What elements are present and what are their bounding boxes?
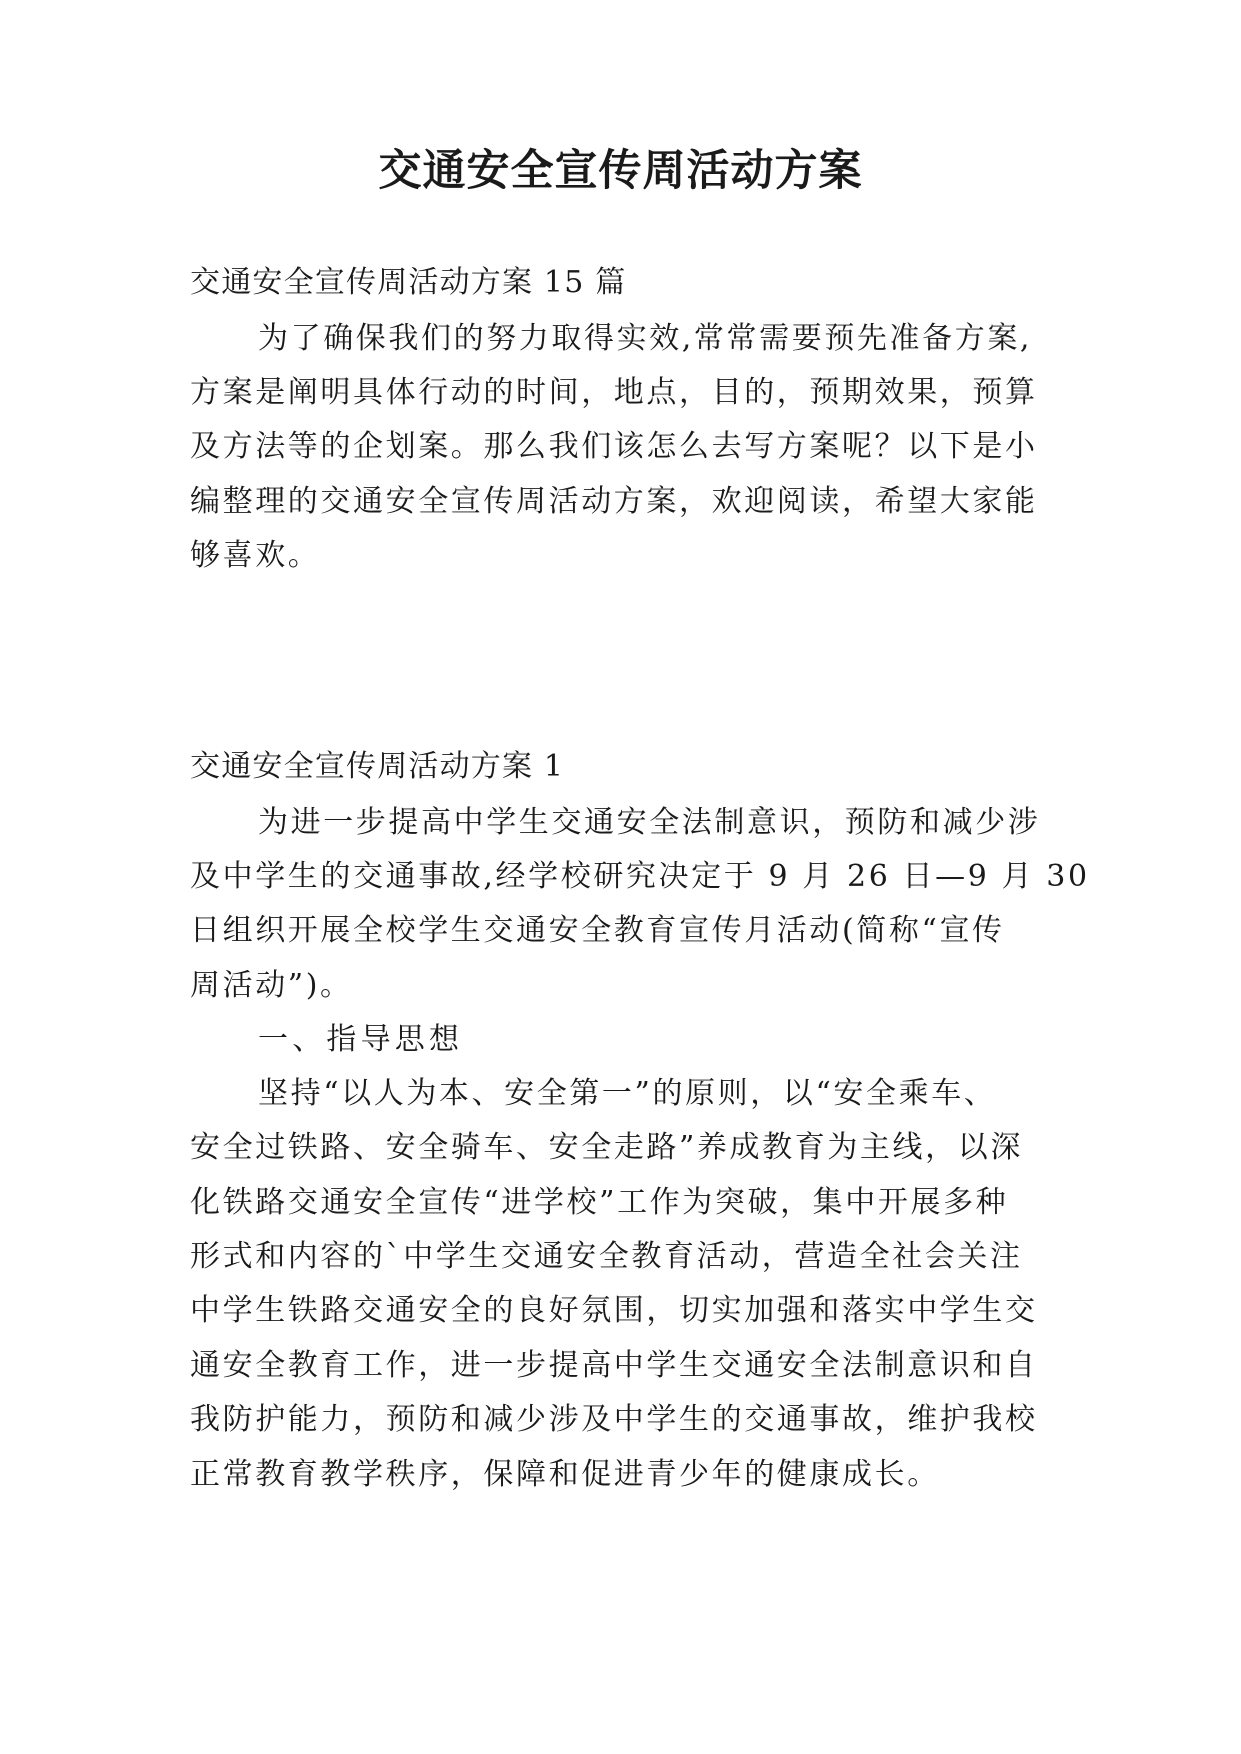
guideline-line: 正常教育教学秩序，保障和促进青少年的健康成长。 — [190, 1457, 940, 1492]
section-line: 周活动”)。 — [190, 968, 353, 1003]
guideline-line: 形式和内容的`中学生交通安全教育活动，营造全社会关注 — [190, 1239, 1023, 1274]
document-subtitle: 交通安全宣传周活动方案 15 篇 — [190, 265, 627, 300]
intro-line: 编整理的交通安全宣传周活动方案，欢迎阅读，希望大家能 — [190, 484, 1038, 519]
section-line: 及中学生的交通事故,经学校研究决定于 9 月 26 日—9 月 30 — [190, 859, 1090, 894]
section-heading: 交通安全宣传周活动方案 1 — [190, 749, 565, 784]
guideline-line: 中学生铁路交通安全的良好氛围，切实加强和落实中学生交 — [190, 1293, 1038, 1328]
intro-line: 够喜欢。 — [190, 538, 321, 573]
guideline-line: 通安全教育工作，进一步提高中学生交通安全法制意识和自 — [190, 1348, 1038, 1383]
guideline-line: 安全过铁路、安全骑车、安全走路”养成教育为主线，以深 — [190, 1130, 1023, 1165]
guideline-heading: 一、指导思想 — [258, 1022, 464, 1057]
guideline-line: 我防护能力，预防和减少涉及中学生的交通事故，维护我校 — [190, 1402, 1038, 1437]
guideline-line: 化铁路交通安全宣传“进学校”工作为突破，集中开展多种 — [190, 1185, 1009, 1220]
intro-line: 为了确保我们的努力取得实效,常常需要预先准备方案, — [258, 321, 1033, 356]
document-title: 交通安全宣传周活动方案 — [378, 146, 863, 196]
guideline-line: 坚持“以人为本、安全第一”的原则，以“安全乘车、 — [258, 1076, 997, 1111]
section-line: 日组织开展全校学生交通安全教育宣传月活动(简称“宣传 — [190, 913, 1005, 948]
intro-line: 及方法等的企划案。那么我们该怎么去写方案呢？以下是小 — [190, 429, 1038, 464]
intro-line: 方案是阐明具体行动的时间，地点，目的，预期效果，预算 — [190, 375, 1038, 410]
section-line: 为进一步提高中学生交通安全法制意识，预防和减少涉 — [258, 805, 1041, 840]
